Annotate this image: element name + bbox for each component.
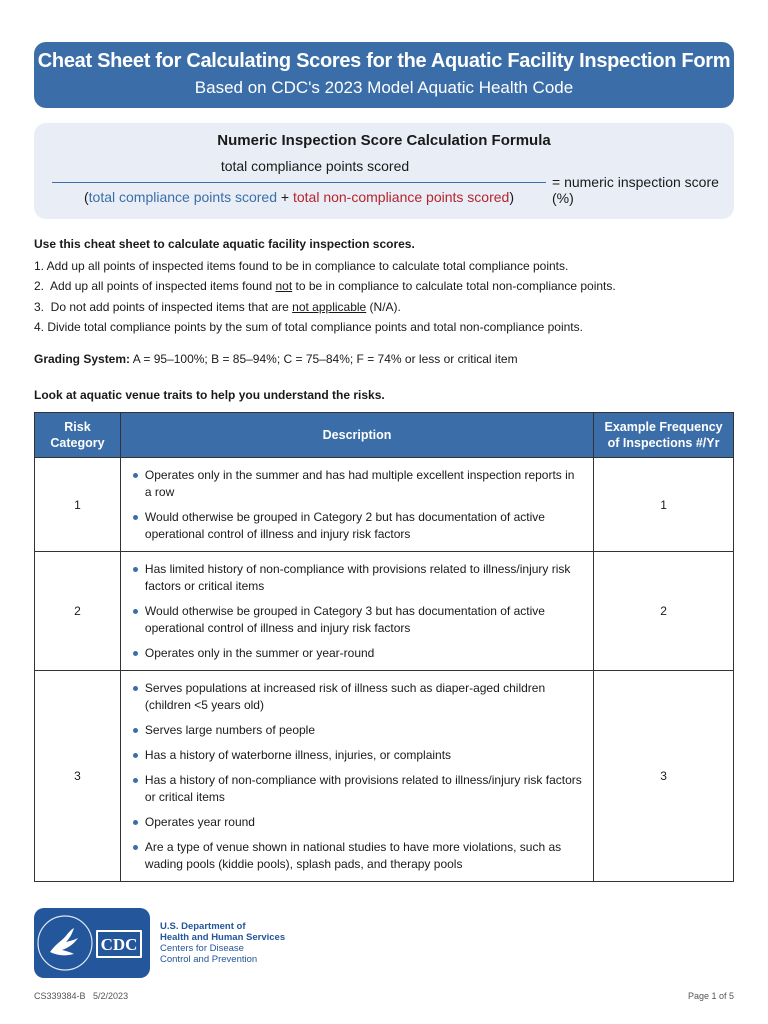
risk-category-cell: 2 [35,552,121,671]
risk-section-heading: Look at aquatic venue traits to help you understand the risks. [34,388,385,402]
grading-label: Grading System: [34,352,131,366]
agency-line3: Centers for Disease [160,943,244,954]
table-row [35,552,734,671]
list-item: Are a type of venue shown in national studies to have more violations, such as wading pools (kiddie pools), splash pads, and therapy pools [131,839,583,873]
list-item: Would otherwise be grouped in Category 3 but has documentation of active operational control of illness and injury risk factors [131,603,583,637]
agency-block [160,921,285,965]
step-1: 1. Add up all points of inspected items found to be in compliance to calculate total compliance points. [34,259,569,273]
risk-category-table [34,412,734,882]
table-row [35,671,734,882]
risk-category-cell: 1 [35,458,121,552]
step-2-pre: 2. Add up all points of inspected items found [34,279,276,294]
header-frequency-line1: Example Frequency [604,420,723,434]
formula-numerator: total compliance points scored [220,158,410,174]
document-id: CS339384-B 5/2/2023 [34,991,129,1001]
step-2-post: to be in compliance to calculate total non-compliance points. [292,279,616,294]
cdc-logo-text: CDC [100,935,138,954]
step-2 [34,278,734,298]
header-risk-category [35,413,121,458]
table-header-row [35,413,734,458]
list-item: Would otherwise be grouped in Category 2 but has documentation of active operational control of illness and injury risk factors [131,509,583,543]
step-3-emphasis: not applicable [292,299,367,314]
grading-system [34,352,518,366]
frequency-cell: 3 [594,671,734,882]
description-cell [120,671,593,882]
description-cell [120,458,593,552]
page-subtitle: Based on CDC's 2023 Model Aquatic Health Code [194,78,574,97]
agency-line4: Control and Prevention [160,954,258,965]
denominator-plus: + [277,189,293,205]
list-item: Operates only in the summer or year-round [131,645,583,662]
description-cell [120,552,593,671]
step-4: 4. Divide total compliance points by the sum of total compliance points and total non-compliance points. [34,319,583,334]
frequency-cell: 2 [594,552,734,671]
list-item: Operates only in the summer and has had multiple excellent inspection reports in a row [131,467,583,501]
step-3 [34,299,734,319]
header-frequency [594,413,734,458]
list-item: Has a history of waterborne illness, injuries, or complaints [131,747,583,764]
hhs-eagle-icon [34,908,150,978]
grading-text: A = 95–100%; B = 85–94%; C = 75–84%; F = 74% or less or critical item [130,352,518,366]
denominator-close-paren: ) [509,189,514,205]
fraction-line [52,182,546,183]
instructions-intro: Use this cheat sheet to calculate aquatic facility inspection scores. [34,237,415,251]
formula-result: = numeric inspection score (%) [552,174,719,206]
page-title: Cheat Sheet for Calculating Scores for the Aquatic Facility Inspection Form [37,50,731,72]
list-item: Serves populations at increased risk of illness such as diaper-aged children (children <5 years old) [131,680,583,714]
title-banner [34,42,734,108]
header-category-line2: Category [50,436,105,450]
formula-title: Numeric Inspection Score Calculation Formula [217,132,551,149]
step-3-pre: 3. Do not add points of inspected items that are [34,299,293,314]
list-item: Serves large numbers of people [131,722,583,739]
list-item: Operates year round [131,814,583,831]
frequency-cell: 1 [594,458,734,552]
denominator-noncompliance-term: total non-compliance points scored [292,189,510,205]
table-row [35,458,734,552]
page-number: Page 1 of 5 [687,991,734,1001]
formula-box [34,123,734,219]
denominator-compliance-term: total compliance points scored [88,189,277,205]
header-category-line1: Risk [64,420,91,434]
agency-line1: U.S. Department of [160,921,246,932]
step-3-post: (N/A). [366,299,401,314]
header-description: Description [120,413,593,458]
risk-category-cell: 3 [35,671,121,882]
instruction-steps [34,258,734,339]
step-2-emphasis: not [275,279,293,294]
hhs-cdc-logo [34,908,150,978]
list-item: Has a history of non-compliance with provisions related to illness/injury risk factors or critical items [131,772,583,806]
formula-denominator [52,189,546,205]
denominator-open-paren: ( [84,189,89,205]
agency-line2: Health and Human Services [160,932,286,943]
list-item: Has limited history of non-compliance with provisions related to illness/injury risk factors or critical items [131,561,583,595]
header-frequency-line2: of Inspections #/Yr [607,436,720,450]
